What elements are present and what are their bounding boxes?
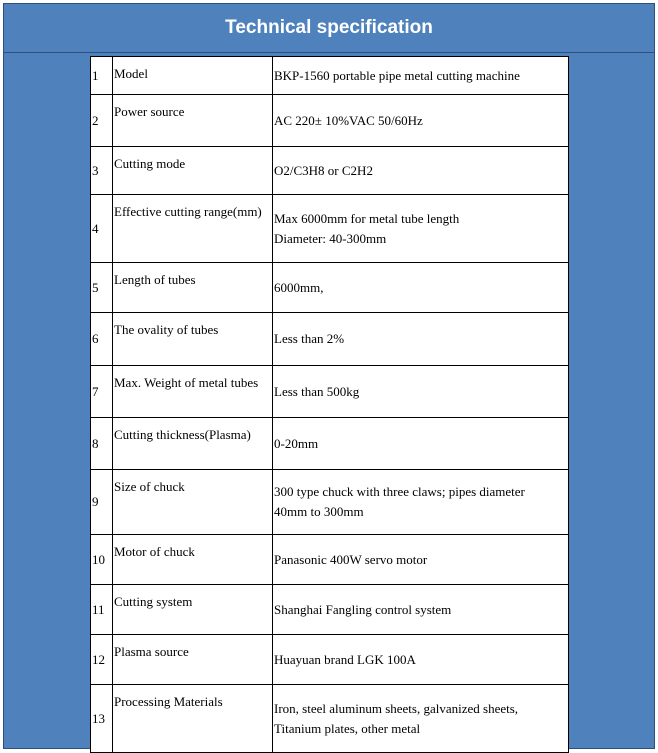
row-number: 12	[91, 635, 113, 685]
spec-label: Effective cutting range(mm)	[113, 195, 273, 263]
spec-label: Motor of chuck	[113, 535, 273, 585]
spec-value-line: Less than 2%	[274, 331, 345, 346]
table-row	[91, 635, 569, 685]
table-row	[91, 263, 569, 313]
row-number: 6	[91, 313, 113, 366]
spec-value-line: O2/C3H8 or C2H2	[274, 162, 373, 178]
spec-value	[273, 470, 569, 535]
spec-value-line: Titanium plates, other metal	[274, 720, 421, 736]
table-row	[91, 418, 569, 470]
table-row	[91, 313, 569, 366]
spec-value-line: 0-20mm	[274, 435, 319, 451]
spec-value-line: Less than 500kg	[274, 383, 360, 399]
spec-label: Model	[113, 57, 273, 95]
spec-label: Max. Weight of metal tubes	[113, 366, 273, 418]
spec-value	[273, 263, 569, 313]
table-row	[91, 685, 569, 753]
table-row	[91, 57, 569, 95]
spec-value	[273, 418, 569, 470]
spec-label: Cutting system	[113, 585, 273, 635]
spec-table-body	[91, 57, 569, 753]
spec-value	[273, 366, 569, 418]
spec-label: Cutting mode	[113, 147, 273, 195]
spec-value	[273, 147, 569, 195]
spec-label: Cutting thickness(Plasma)	[113, 418, 273, 470]
row-number: 4	[91, 195, 113, 263]
table-row	[91, 95, 569, 147]
spec-value-line: Diameter: 40-300mm	[274, 230, 387, 246]
row-number: 13	[91, 685, 113, 753]
spec-value-line: 40mm to 300mm	[274, 504, 364, 519]
spec-label: Length of tubes	[113, 263, 273, 313]
spec-value-line: Panasonic 400W servo motor	[274, 551, 428, 567]
table-row	[91, 470, 569, 535]
spec-value	[273, 95, 569, 147]
spec-label: Plasma source	[113, 635, 273, 685]
row-number: 3	[91, 147, 113, 195]
spec-value	[273, 313, 569, 366]
row-number: 1	[91, 57, 113, 95]
table-row	[91, 535, 569, 585]
spec-panel	[3, 3, 655, 749]
table-row	[91, 585, 569, 635]
title-bar	[4, 4, 654, 53]
spec-value-line: 6000mm,	[274, 279, 324, 295]
spec-table	[90, 56, 569, 753]
spec-label: Size of chuck	[113, 470, 273, 535]
spec-value	[273, 585, 569, 635]
spec-value-line: BKP-1560 portable pipe metal cutting machine	[274, 67, 520, 83]
spec-value-line: Max 6000mm for metal tube length	[274, 210, 460, 226]
spec-value-line: AC 220± 10%VAC 50/60Hz	[274, 112, 423, 128]
row-number: 11	[91, 585, 113, 635]
page-title: Technical specification	[225, 17, 433, 38]
row-number: 7	[91, 366, 113, 418]
spec-value-line: Shanghai Fangling control system	[274, 601, 452, 617]
spec-value	[273, 685, 569, 753]
row-number: 2	[91, 95, 113, 147]
spec-value	[273, 535, 569, 585]
spec-value	[273, 195, 569, 263]
spec-label: Processing Materials	[113, 685, 273, 753]
spec-label: The ovality of tubes	[113, 313, 273, 366]
spec-value	[273, 635, 569, 685]
row-number: 9	[91, 470, 113, 535]
spec-value	[273, 57, 569, 95]
table-row	[91, 195, 569, 263]
spec-value-line: 300 type chuck with three claws; pipes diameter	[274, 484, 525, 499]
spec-value-line: Huayuan brand LGK 100A	[274, 651, 416, 667]
row-number: 10	[91, 535, 113, 585]
row-number: 8	[91, 418, 113, 470]
row-number: 5	[91, 263, 113, 313]
table-row	[91, 147, 569, 195]
spec-label: Power source	[113, 95, 273, 147]
spec-value-line: Iron, steel aluminum sheets, galvanized sheets,	[274, 700, 519, 716]
table-row	[91, 366, 569, 418]
